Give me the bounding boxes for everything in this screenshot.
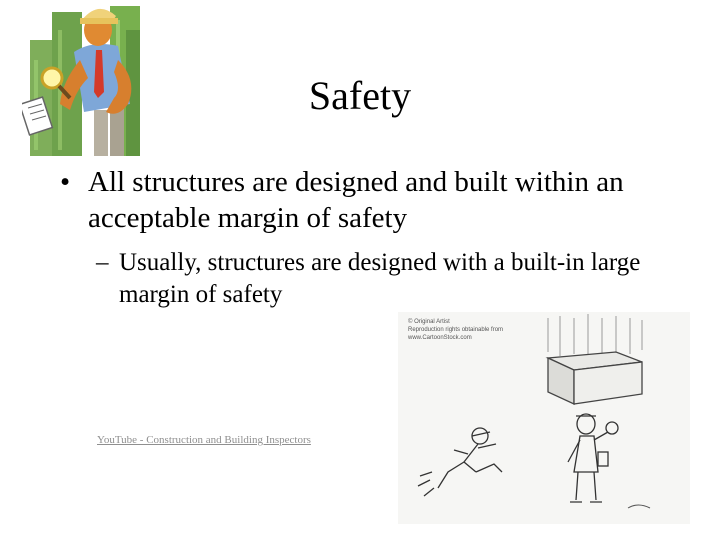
sub-bullet-text: Usually, structures are designed with a built-in large margin of safety (119, 249, 641, 308)
cartoon-credit-line: © Original Artist (408, 319, 450, 325)
youtube-link[interactable]: YouTube - Construction and Building Inspectors (97, 434, 311, 446)
bullet-text: All structures are designed and built within an acceptable margin of safety (88, 166, 624, 234)
bullet-marker: • (60, 166, 71, 198)
cartoon-credit-line: Reproduction rights obtainable from (408, 327, 504, 333)
cartoon-credit-line: www.CartoonStock.com (408, 335, 472, 341)
sub-bullet-marker: – (96, 249, 109, 276)
building-inspector-clipart-icon (22, 0, 144, 156)
slide-title: Safety (308, 73, 412, 118)
falling-safe-cartoon-icon (398, 312, 690, 524)
